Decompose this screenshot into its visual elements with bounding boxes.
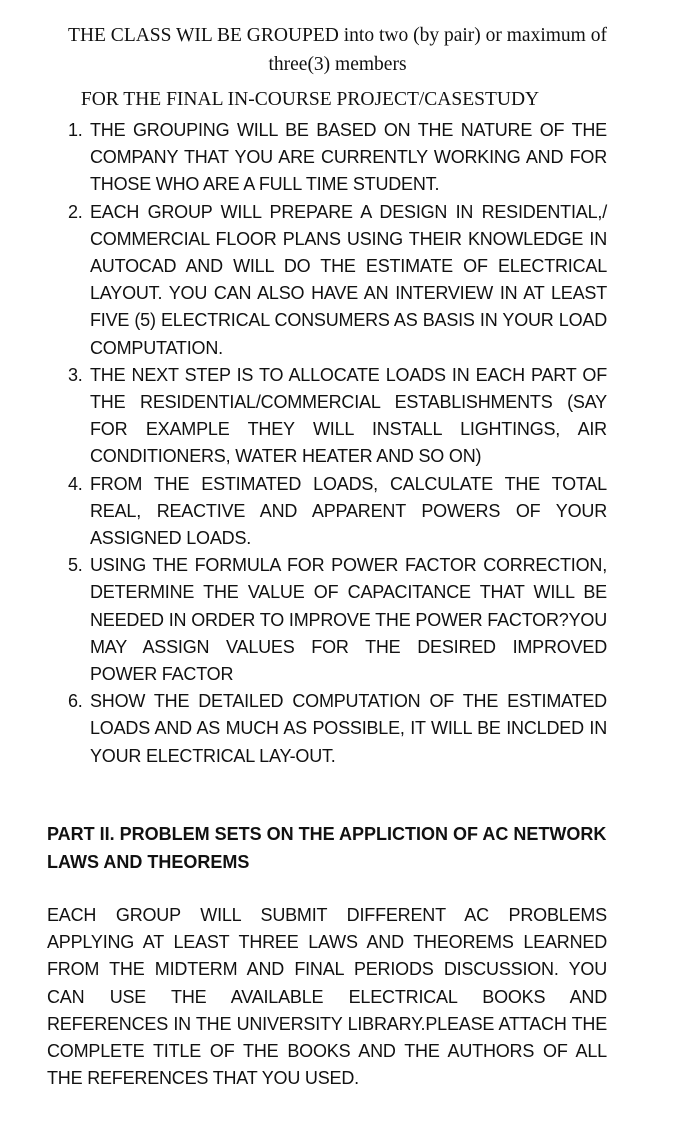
list-item [48,471,607,553]
list-item [48,117,607,199]
list-item [48,199,607,362]
instruction-steps-list [48,117,607,770]
step-text: EACH GROUP WILL PREPARE A DESIGN IN RESIDENTIAL,/ COMMERCIAL FLOOR PLANS USING THEIR KNOWLEDGE IN AUTOCAD AND WILL DO THE ESTIMATE OF ELECTRICAL LAYOUT. YOU CAN ALSO HAVE AN INTERVIEW IN AT LEAST FIVE (5) ELECTRICAL CONSUMERS AS BASIS IN YOUR LOAD COMPUTATION. [90,201,607,358]
list-item [48,362,607,471]
list-item [48,552,607,688]
step-text: SHOW THE DETAILED COMPUTATION OF THE ESTIMATED LOADS AND AS MUCH AS POSSIBLE, IT WILL BE INCLDED IN YOUR ELECTRICAL LAY-OUT. [90,691,607,766]
step-number: 2. [68,201,83,222]
list-item [48,688,607,770]
step-number: 5. [68,555,83,576]
header-line-grouping: THE CLASS WIL BE GROUPED into two (by pair) or maximum of three(3) members [68,25,607,75]
step-text: THE GROUPING WILL BE BASED ON THE NATURE OF THE COMPANY THAT YOU ARE CURRENTLY WORKING AND FOR THOSE WHO ARE A FULL TIME STUDENT. [90,120,607,195]
step-number: 4. [68,473,83,494]
step-number: 3. [68,364,83,385]
step-text: USING THE FORMULA FOR POWER FACTOR CORRECTION, DETERMINE THE VALUE OF CAPACITANCE THAT WILL BE NEEDED IN ORDER TO IMPROVE THE POWER FACTOR?YOU MAY ASSIGN VALUES FOR THE DESIRED IMPROVED POWER FACTOR [90,555,607,685]
part-two-title: PART II. PROBLEM SETS ON THE APPLICTION OF AC NETWORK LAWS AND THEOREMS [47,824,607,872]
header-line-project: FOR THE FINAL IN-COURSE PROJECT/CASESTUDY [80,89,540,110]
step-text: FROM THE ESTIMATED LOADS, CALCULATE THE TOTAL REAL, REACTIVE AND APPARENT POWERS OF YOUR ASSIGNED LOADS. [90,473,607,549]
step-number: 1. [68,120,83,140]
step-text: THE NEXT STEP IS TO ALLOCATE LOADS IN EACH PART OF THE RESIDENTIAL/COMMERCIAL ESTABLISHMENTS (SAY FOR EXAMPLE THEY WILL INSTALL LIGHTINGS, AIR CONDITIONERS, WATER HEATER AND SO ON) [90,364,607,467]
part-two-body: EACH GROUP WILL SUBMIT DIFFERENT AC PROBLEMS APPLYING AT LEAST THREE LAWS AND THEOREMS LEARNED FROM THE MIDTERM AND FINAL PERIODS DISCUSSION. YOU CAN USE THE AVAILABLE ELECTRICAL BOOKS AND REFERENCES IN THE UNIVERSITY LIBRARY.PLEASE ATTACH THE COMPLETE TITLE OF THE BOOKS AND THE AUTHORS OF ALL THE REFERENCES THAT YOU USED. [47,905,607,1089]
step-number: 6. [68,691,83,712]
